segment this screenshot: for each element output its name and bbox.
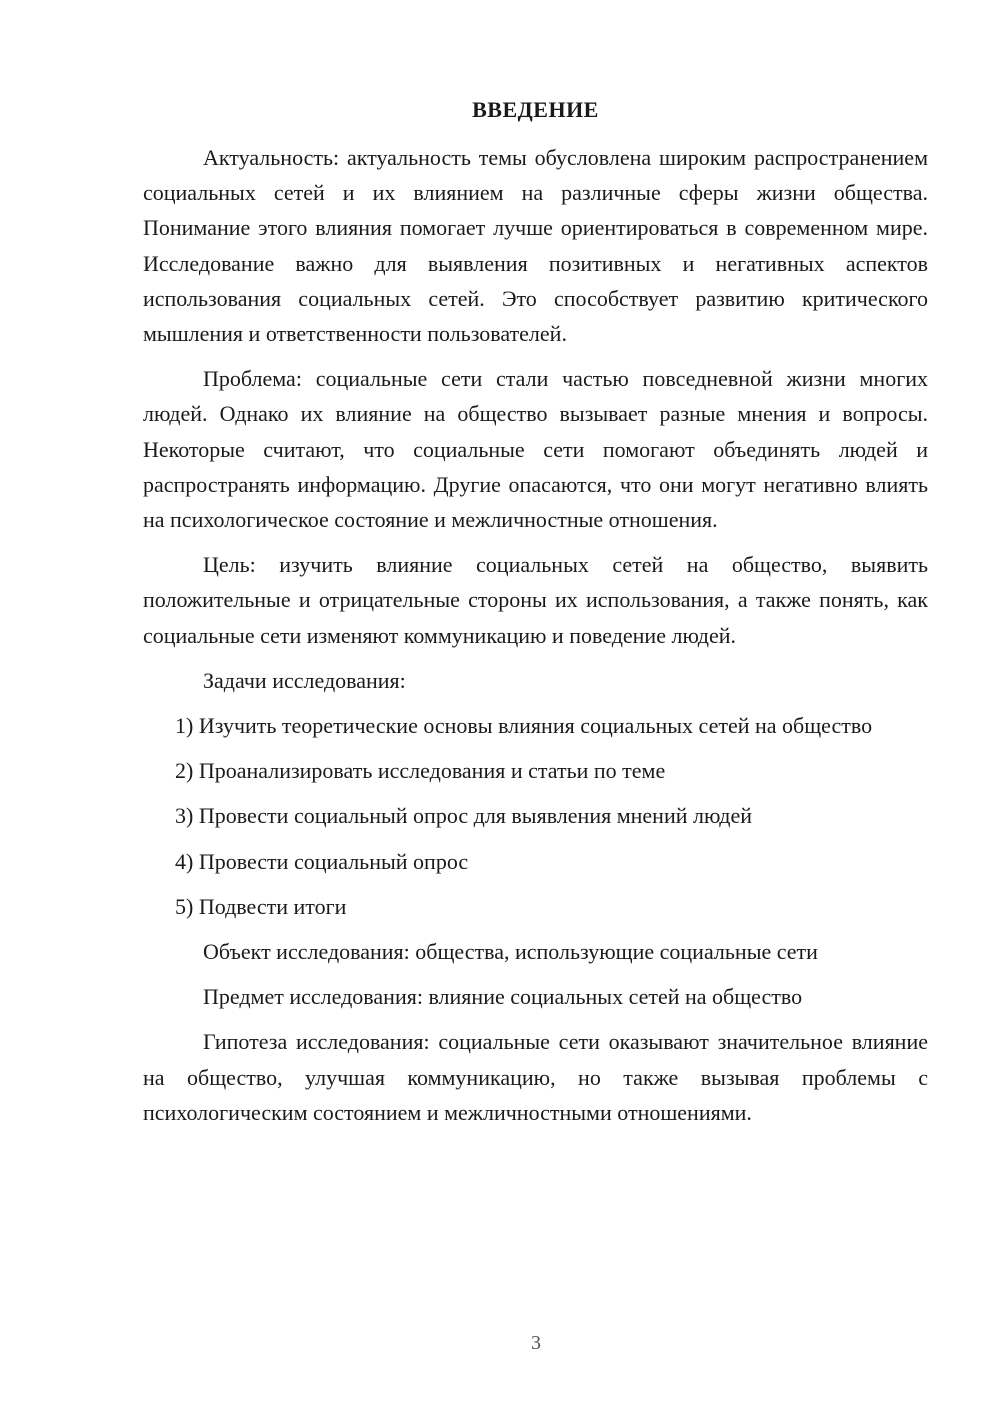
tasks-heading: Задачи исследования: [203,667,406,693]
relevance-paragraph: Актуальность: актуальность темы обусловлена широким распространением социальных сетей и их влиянием на различные сферы жизни общества. Понимание этого влияния помогает лучше ориентироваться в современном мире. Исследование важно для выявления позитивных и негативных аспектов использования социальных сетей. Это способствует развитию критического мышления и ответственности пользователей. [143,145,928,347]
task-item-4: 4) Провести социальный опрос [175,848,469,874]
task-item-3: 3) Провести социальный опрос для выявления мнений людей [175,803,753,829]
document-page [143,92,928,1140]
goal-paragraph: Цель: изучить влияние социальных сетей на общество, выявить положительные и отрицательные стороны их использования, а также понять, как социальные сети изменяют коммуникацию и поведение людей. [143,552,928,648]
page-title: ВВЕДЕНИЕ [472,97,599,122]
task-item-2: 2) Проанализировать исследования и статьи по теме [175,758,666,784]
problem-paragraph: Проблема: социальные сети стали частью повседневной жизни многих людей. Однако их влияние на общество вызывает разные мнения и вопросы. Некоторые считают, что социальные сети помогают объединять людей и распространять информацию. Другие опасаются, что они могут негативно влиять на психологическое состояние и межличностные отношения. [143,366,928,533]
research-object: Объект исследования: общества, использующие социальные сети [203,939,818,965]
research-hypothesis: Гипотеза исследования: социальные сети оказывают значительное влияние на общество, улучшая коммуникацию, но также вызывая проблемы с психологическим состоянием и межличностными отношениями. [143,1029,928,1125]
task-item-1: 1) Изучить теоретические основы влияния социальных сетей на общество [175,713,873,739]
task-item-5: 5) Подвести итоги [175,893,347,919]
research-subject: Предмет исследования: влияние социальных сетей на общество [203,984,803,1010]
page-number: 3 [531,1332,541,1354]
